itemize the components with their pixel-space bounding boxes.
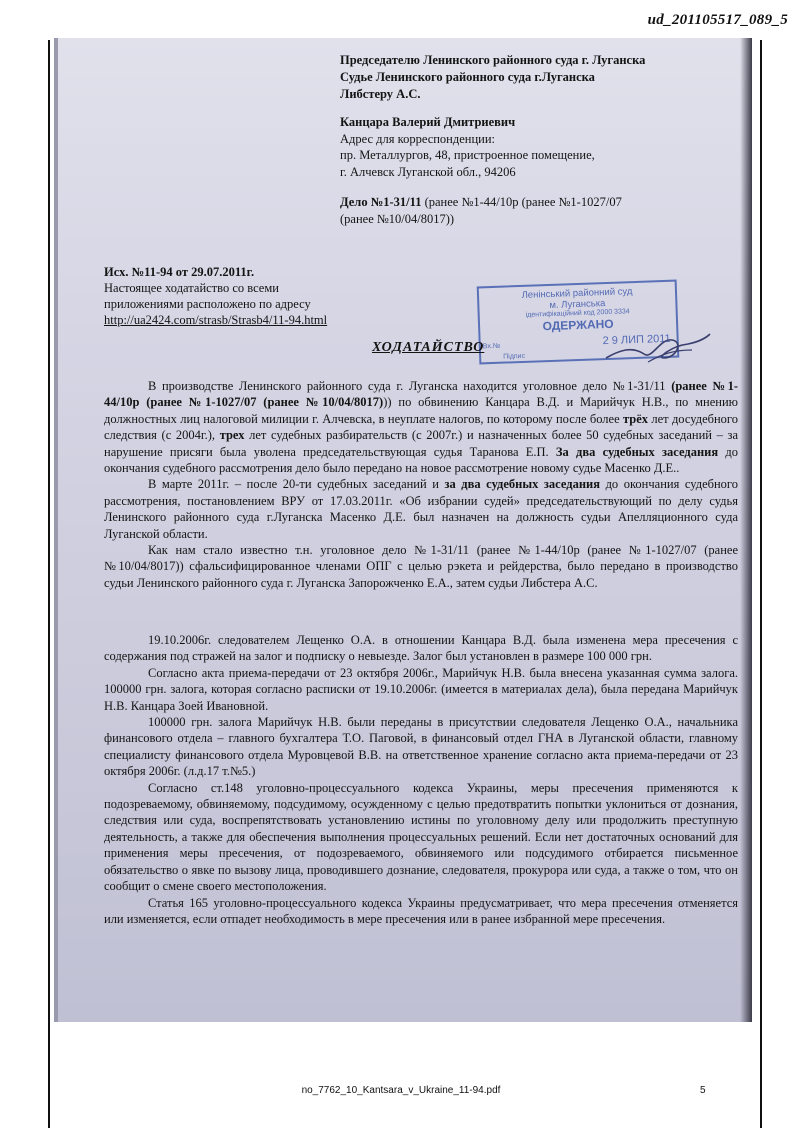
handwritten-signature [602, 328, 712, 368]
case-previous-numbers: (ранее №1-44/10р (ранее №1-1027/07 [421, 195, 622, 209]
address-line: пр. Металлургов, 48, пристроенное помещение, [340, 148, 595, 162]
case-previous-numbers-cont: (ранее №10/04/8017)) [340, 212, 455, 226]
emphasis-text: трёх [622, 411, 649, 426]
addressee-line: Либстеру А.С. [340, 87, 421, 101]
paragraph [104, 476, 738, 542]
paragraph-text: 19.10.2006г. следователем Лещенко О.А. в отношении Канцара В.Д. была изменена мера пресечения с содержания под стражей на залог и подписку о невыезде. Залог был установлен в размере 100 000 грн. [104, 633, 738, 664]
outgoing-link[interactable]: http://ua2424.com/strasb/Strasb4/11-94.html [104, 313, 328, 327]
case-number: Дело №1-31/11 [340, 195, 422, 209]
emphasis-text: трех [219, 428, 245, 443]
paragraph [104, 895, 738, 928]
outgoing-note: приложениями расположено по адресу [104, 297, 311, 311]
applicant-block [340, 114, 720, 180]
stamp-incoming-no: Вх.№ [482, 342, 501, 351]
paragraph-text: до окончания судебного рассмотрения, постановлением ВРУ от 17.03.2011г. «Об избрании судей» председательствующий по делу судья Ленинского районного суда г.Луганска Масенко Д.Е. был назначен на должность судьи Апелляционного суда Луганской области. [104, 477, 738, 541]
left-border-line [48, 40, 50, 1128]
emphasis-text: за два судебных заседания [444, 477, 601, 492]
outgoing-block [104, 264, 394, 328]
page-id: ud_201105517_089_5 [647, 12, 788, 28]
paragraph-text: )) по обвинению Канцара В.Д. и Марийчук Н.В., по мнению должностных лиц налоговой милиции г. Алчевска, в неуплате налогов, по которому после более [104, 395, 738, 426]
address-line: г. Алчевск Луганской обл., 94206 [340, 164, 516, 179]
emphasis-text: За два судебных заседания [555, 444, 719, 459]
paragraph [104, 665, 738, 714]
paragraph-text: Как нам стало известно т.н. уголовное дело №1-31/11 (ранее №1-44/10р (ранее №1-1027/07 (ранее №10/04/8017)) сфальсифицированное членами ОПГ с целью рэкета и рейдерства, было передано в производство судьи Ленинского районного суда г. Луганска Запорожченко Е.А., затем судьи Либстера А.С. [104, 543, 738, 590]
paragraph [104, 378, 738, 476]
paragraph-text: лет судебных разбирательств (с 2007г.) и назначенных более 50 судебных заседаний – за нарушение присяги была уволена председательствующая судья Таранова Е.П. [104, 428, 738, 459]
paragraph [104, 542, 738, 591]
paragraph-text: лет досудебного следствия (с 2004г.), [104, 411, 738, 443]
scan-right-edge [740, 38, 752, 1022]
body-block-2 [104, 632, 738, 927]
stamp-signature-label: Підпис [503, 352, 526, 361]
stamp-code: ідентифікаційний код 2000 3334 [525, 308, 630, 319]
outgoing-note: Настоящее ходатайство со всеми [104, 281, 279, 295]
paragraph [104, 714, 738, 780]
addressee-block [340, 52, 720, 103]
addressee-line: Председателю Ленинского районного суда г. Луганска [340, 53, 646, 67]
scanned-letter [54, 38, 752, 1022]
addressee-line: Судье Ленинского районного суда г.Луганска [340, 70, 595, 84]
page-number: 5 [700, 1085, 706, 1096]
paragraph-text: Статья 165 уголовно-процессуального кодекса Украины предусматривает, что мера пресечения отменяется или изменяется, если отпадет необходимость в мере пресечения или в ранее избранной мере пресечения. [104, 895, 738, 926]
paragraph-text: В производстве Ленинского районного суда г. Луганска находится уголовное дело №1-31/11 [148, 379, 672, 393]
document-title: ХОДАТАЙСТВО [372, 340, 485, 355]
paragraph [104, 780, 738, 895]
case-number-block [340, 194, 730, 228]
outgoing-number: Исх. №11-94 от 29.07.2011г. [104, 265, 255, 279]
stamp-date: 2 9 ЛИП 2011 [602, 332, 671, 348]
paragraph-text: до окончания судебного рассмотрения дело было передано на новое рассмотрение новому судье Масенко Д.Е.. [104, 444, 738, 476]
footer-filename: no_7762_10_Kantsara_v_Ukraine_11-94.pdf [301, 1085, 501, 1096]
paragraph [104, 632, 738, 665]
stamp-court: Ленінський районний суд [521, 286, 633, 301]
paragraph-text: Согласно акта приема-передачи от 23 октября 2006г., Марийчук Н.В. была внесена указанная сумма залога. 100000 грн. залога, которая согласно расписки от 19.10.2006г. (имеется в материалах дела), была передана Марийчук Н.В. Канцара Зоей Ивановной. [104, 665, 738, 713]
scan-left-shadow [54, 38, 58, 1022]
stamp-city: м. Луганська [549, 298, 606, 311]
body-block-1 [104, 378, 738, 591]
paragraph-text: 100000 грн. залога Марийчук Н.В. были переданы в присутствии следователя Лещенко О.А., начальника финансового отдела – главного бухгалтера Т.О. Паговой, в финансовый отдел ГНА в Луганской области, главному специалисту финансового отдела Муровцевой В.В. на ответственное хранение согласно акта приема-передачи от 23 октября 2006г. (л.д.17 т.№5.) [104, 715, 738, 779]
applicant-name: Канцара Валерий Дмитриевич [340, 115, 516, 129]
paragraph-text: Согласно ст.148 уголовно-процессуального кодекса Украины, меры пресечения применяются к подозреваемому, обвиняемому, подсудимому, осужденному с целью предотвратить попытки уклониться от дознания, следствия или суда, воспрепятствовать установлению истины по уголовному делу или продолжить преступную деятельность, а также для обеспечения выполнения процессуальных решений. Если нет достаточных оснований для применения меры пресечения, от подозреваемого, обвиняемого или подсудимого отбирается письменное обязательство о явке по вызову лица, проводившего дознание, следователя, прокурора или суда, а также о том, что он сообщит о смене своего местоположения. [104, 780, 738, 894]
address-line: Адрес для корреспонденции: [340, 131, 496, 146]
emphasis-text: (ранее №1-44/10р (ранее №1-1027/07 (ранее №10/04/8017) [104, 379, 739, 410]
paragraph-text: В марте 2011г. – после 20-ти судебных заседаний и [148, 477, 445, 492]
right-border-line [760, 40, 762, 1128]
stamp-received: ОДЕРЖАНО [542, 316, 614, 334]
